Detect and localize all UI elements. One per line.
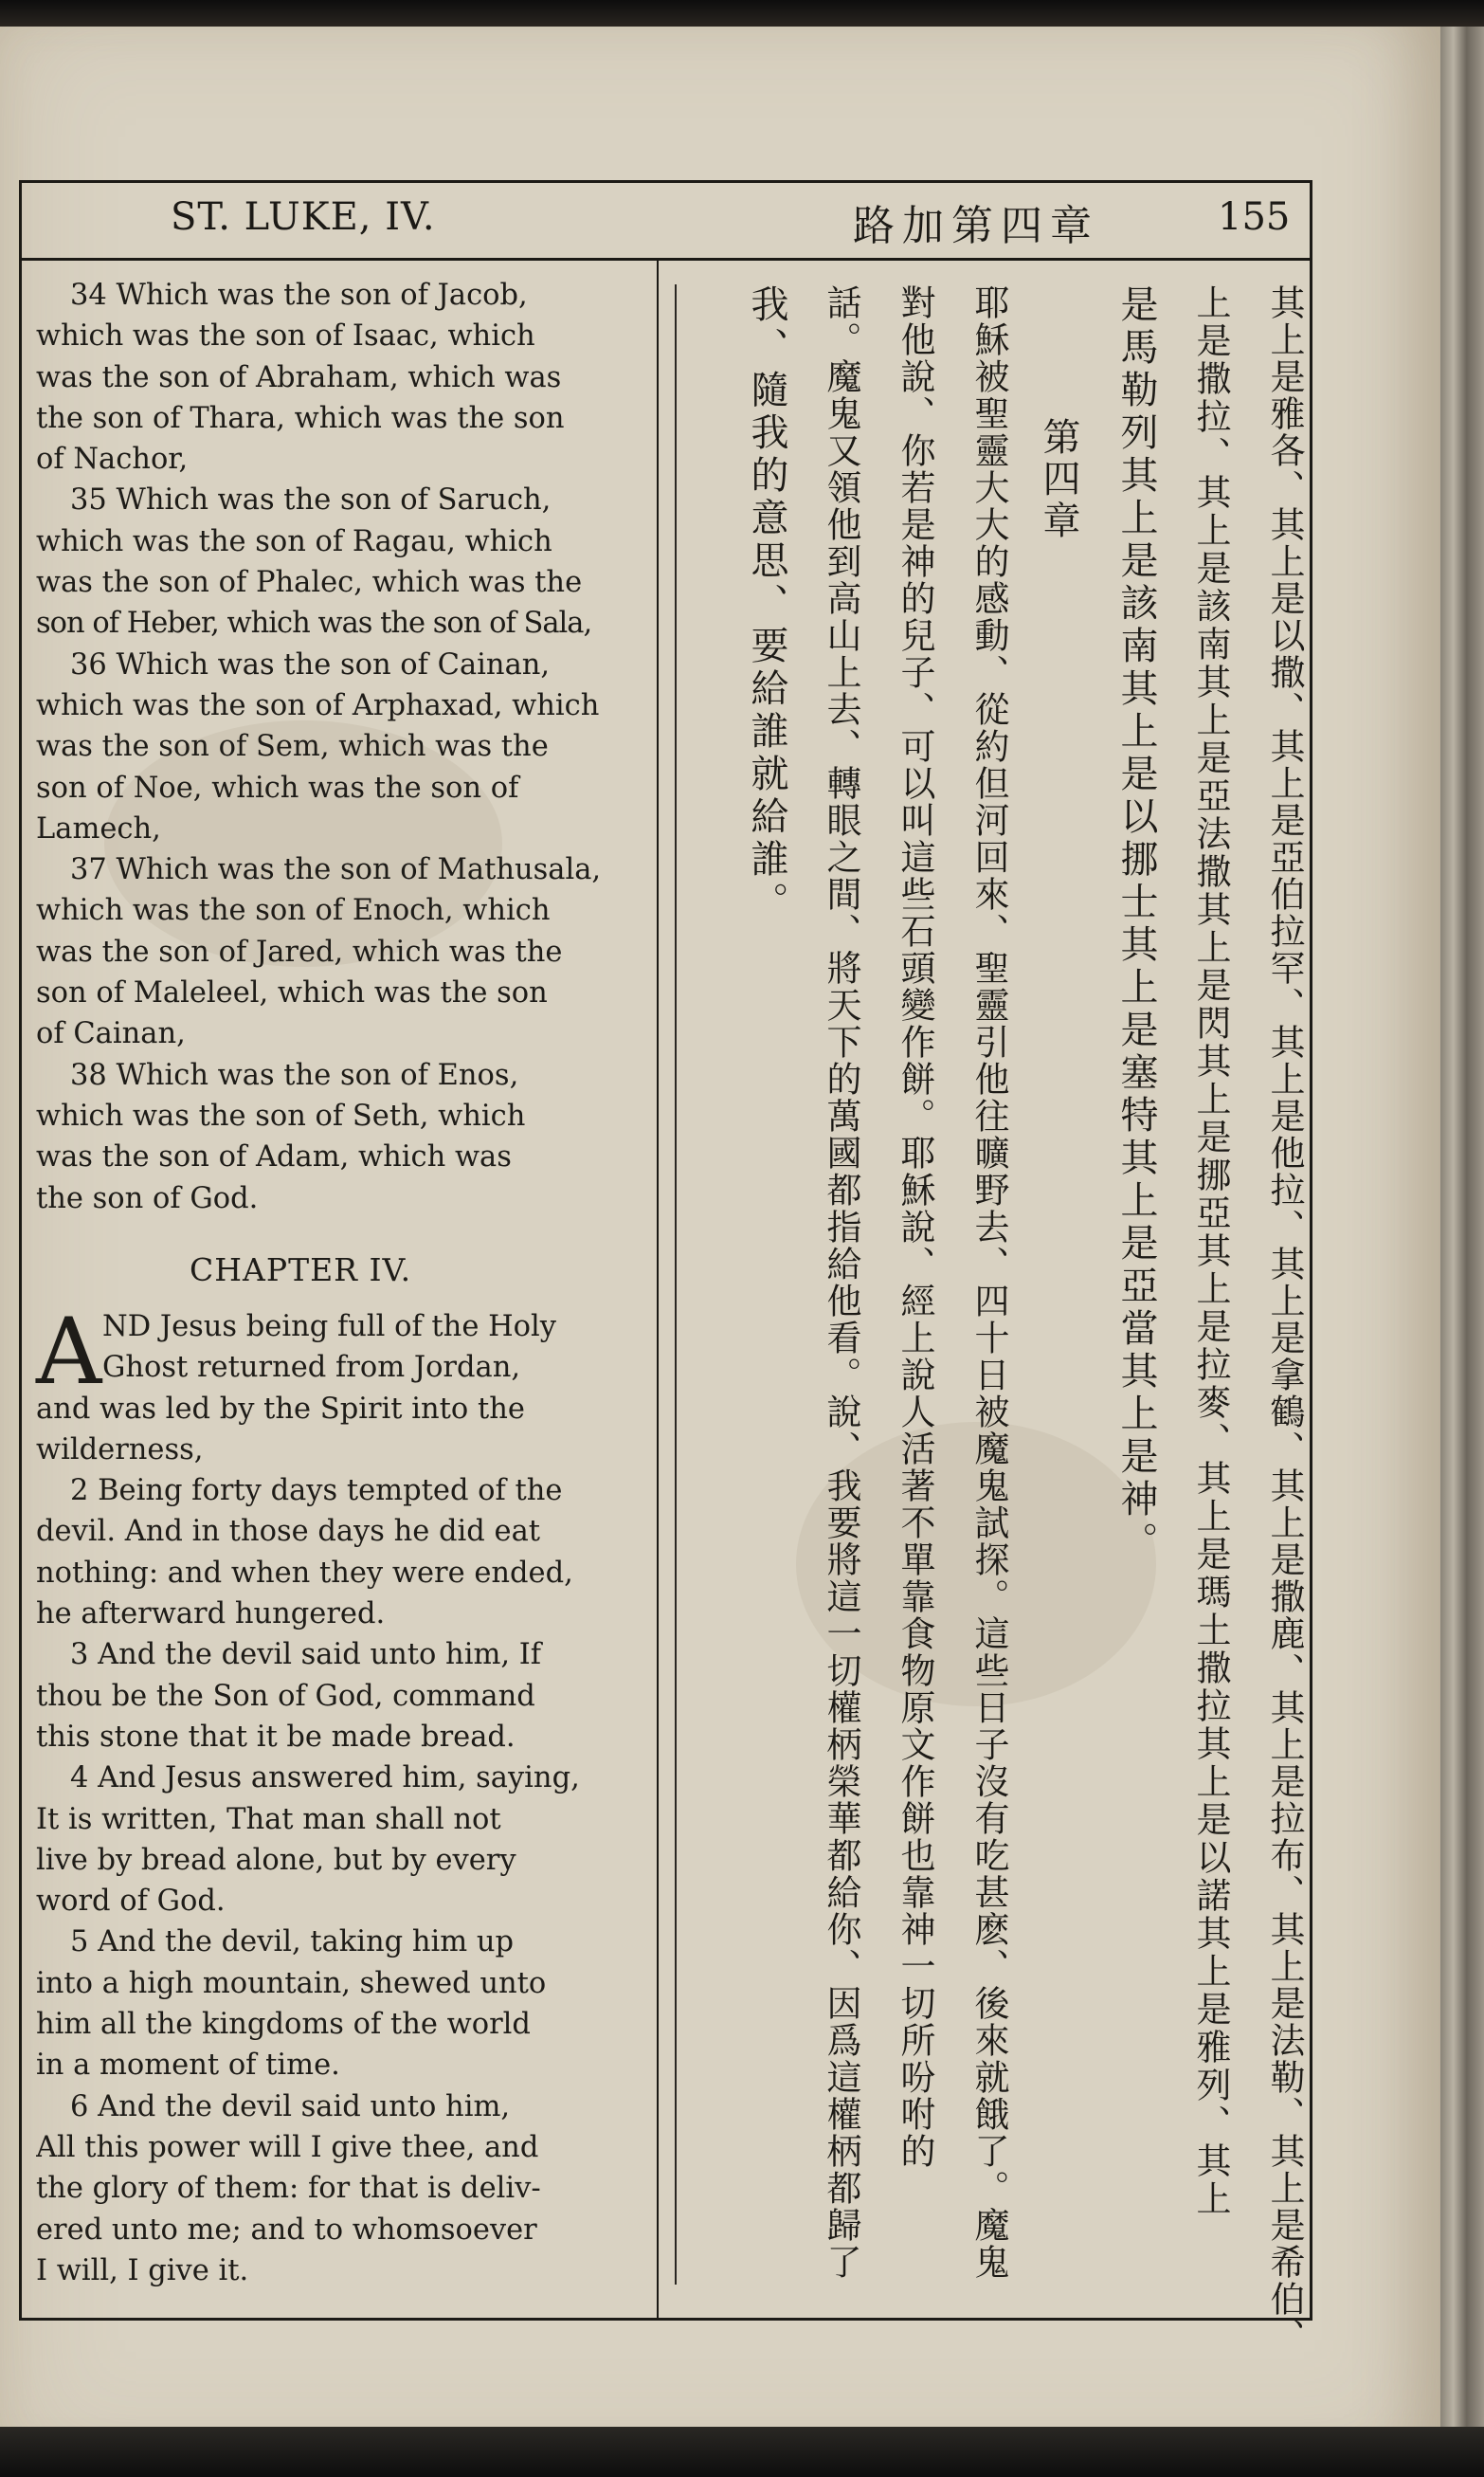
chinese-column: 上是撒拉、其上是該南其上是亞法撒其上是閃其上是挪亞其上是拉麥、其上是瑪土撒拉其上是以諾其上是雅列、其上 <box>1190 284 1231 2218</box>
chinese-column: 話。魔鬼又領他到高山上去、轉眼之間、將天下的萬國都指給他看。說、我要將這一切權柄榮華都給你、因爲這權柄都歸了 <box>821 284 861 2281</box>
text-line: 6 And the devil said unto him, <box>70 2089 511 2123</box>
running-header <box>19 180 1312 261</box>
page-number: 155 <box>1218 195 1291 239</box>
chinese-column: 我、隨我的意思、要給誰就給誰。 <box>745 284 788 924</box>
text-line: was the son of Abraham, which was <box>36 360 562 394</box>
text-line: 5 And the devil, taking him up <box>70 1925 515 1959</box>
inner-rule <box>675 284 677 2285</box>
text-line: thou be the Son of God, command <box>36 1679 535 1713</box>
chinese-column: 是馬勒列其上是該南其上是以挪士其上是塞特其上是亞當其上是神。 <box>1114 284 1158 1564</box>
text-line: 3 And the devil said unto him, If <box>70 1638 542 1672</box>
text-line: 36 Which was the son of Cainan, <box>70 647 551 682</box>
text-line: and was led by the Spirit into the <box>36 1392 525 1426</box>
text-line: was the son of Phalec, which was the <box>36 566 583 600</box>
chinese-chapter-heading: 第四章 <box>1037 417 1080 542</box>
column-divider <box>657 261 659 2321</box>
text-line: word of God. <box>36 1885 226 1919</box>
bottom-border <box>0 2427 1484 2477</box>
drop-cap: A <box>36 1299 102 1405</box>
text-line: the son of Thara, which was the son <box>36 401 565 435</box>
english-genealogy <box>36 275 647 1219</box>
text-line: this stone that it be made bread. <box>36 1720 516 1754</box>
header-left-title: ST. LUKE, IV. <box>171 195 436 239</box>
text-line: which was the son of Ragau, which <box>36 524 552 558</box>
chapter-heading-en: CHAPTER IV. <box>190 1251 412 1288</box>
text-line: Lamech, <box>36 811 161 846</box>
chinese-text <box>692 284 1308 2355</box>
text-line: in a moment of time. <box>36 2049 340 2083</box>
text-line: ND Jesus being full of the Holy <box>102 1310 557 1343</box>
text-line: 2 Being forty days tempted of the <box>70 1474 563 1508</box>
text-line: of Nachor, <box>36 443 189 477</box>
text-line: It is written, That man shall not <box>36 1802 501 1836</box>
text-line: 4 And Jesus answered him, saying, <box>70 1761 580 1795</box>
text-line: of Cainan, <box>36 1017 186 1051</box>
text-line: 38 Which was the son of Enos, <box>70 1058 519 1092</box>
text-line: live by bread alone, but by every <box>36 1843 516 1877</box>
text-line: devil. And in those days he did eat <box>36 1515 541 1549</box>
text-line: he afterward hungered. <box>36 1597 386 1631</box>
text-line: son of Maleleel, which was the son <box>36 976 548 1011</box>
text-line: into a high mountain, shewed unto <box>36 1966 547 2000</box>
text-line: 35 Which was the son of Saruch, <box>70 483 552 518</box>
text-line: 37 Which was the son of Mathusala, <box>70 853 602 887</box>
chinese-column: 對他說、你若是神的兒子、可以叫這些石頭變作餅。耶穌說、經上說人活著不單靠食物原文作餅也靠神一切所吩咐的 <box>895 284 935 2170</box>
text-line: wilderness, <box>36 1432 204 1466</box>
header-right-title: 路加第四章 <box>853 202 1099 250</box>
text-line: I will, I give it. <box>36 2253 249 2287</box>
text-line: was the son of Jared, which was the <box>36 935 563 969</box>
text-line: which was the son of Enoch, which <box>36 894 551 928</box>
text-line: the son of God. <box>36 1181 259 1215</box>
chinese-column: 其上是雅各、其上是以撒、其上是亞伯拉罕、其上是他拉、其上是拿鶴、其上是撒鹿、其上是拉布、其上是法勒、其上是希伯、 <box>1264 284 1305 2355</box>
text-line: 34 Which was the son of Jacob, <box>70 279 528 312</box>
text-line: son of Noe, which was the son of <box>36 771 519 805</box>
text-line: the glory of them: for that is deliv- <box>36 2172 541 2206</box>
text-line: All this power will I give thee, and <box>36 2130 539 2164</box>
english-chapter-text <box>36 1299 647 2291</box>
text-line: ered unto me; and to whomsoever <box>36 2213 537 2247</box>
text-line: nothing: and when they were ended, <box>36 1556 573 1590</box>
chinese-column: 耶穌被聖靈大大的感動、從約但河回來、聖靈引他往曠野去、四十日被魔鬼試探。這些日子沒有吃甚麽、後來就餓了。魔鬼 <box>968 284 1009 2281</box>
page-edge <box>1440 0 1484 2477</box>
text-line: son of Heber, which was the son of Sala, <box>36 607 592 641</box>
text-line: him all the kingdoms of the world <box>36 2008 531 2042</box>
text-line: which was the son of Seth, which <box>36 1099 526 1133</box>
text-line: was the son of Sem, which was the <box>36 730 549 764</box>
text-line: which was the son of Arphaxad, which <box>36 688 600 722</box>
text-line: which was the son of Isaac, which <box>36 319 535 354</box>
text-line: was the son of Adam, which was <box>36 1140 512 1175</box>
top-border <box>0 0 1484 27</box>
text-line: Ghost returned from Jordan, <box>102 1351 521 1385</box>
